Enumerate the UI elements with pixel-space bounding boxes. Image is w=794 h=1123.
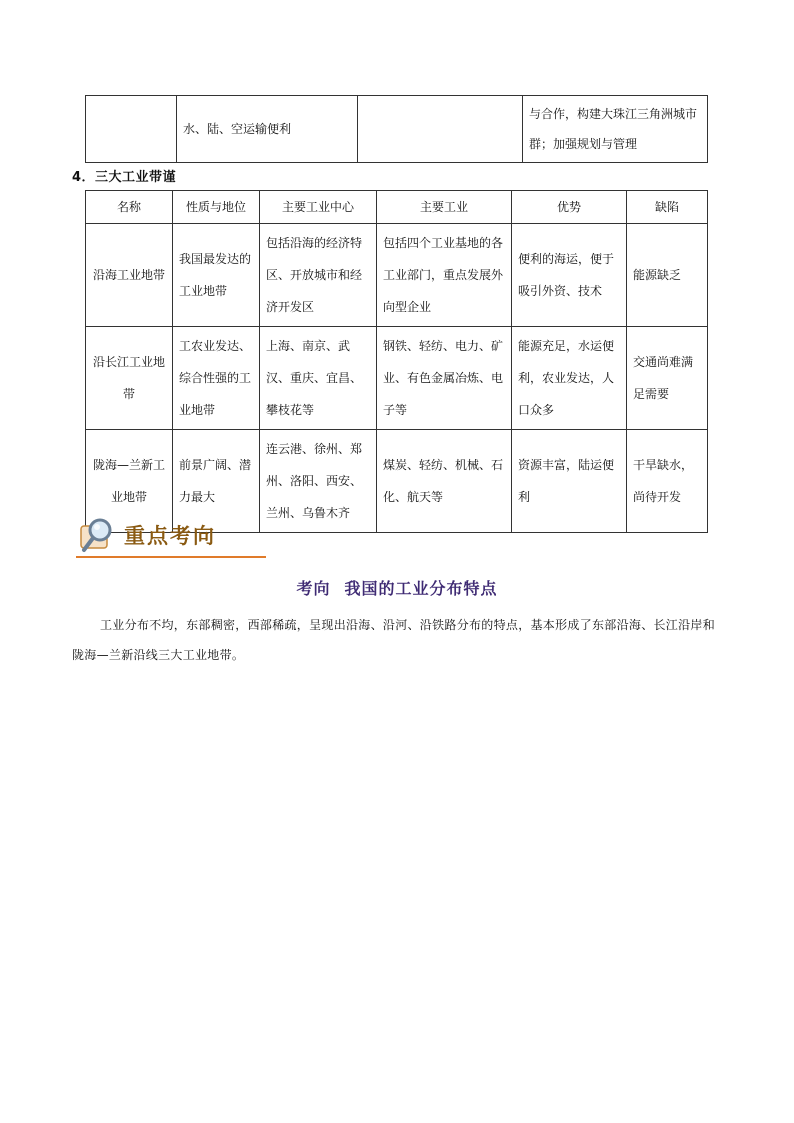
- belt-industries: 钢铁、轻纺、电力、矿业、有色金属冶炼、电子等: [377, 327, 512, 430]
- table-cell: [86, 96, 177, 163]
- section-banner: [76, 514, 266, 560]
- belt-nature: 我国最发达的工业地带: [173, 224, 260, 327]
- belt-defects: 交通尚难满足需要: [627, 327, 708, 430]
- belt-advantages: 能源充足，水运便利，农业发达，人口众多: [512, 327, 627, 430]
- column-header: 主要工业中心: [260, 191, 377, 224]
- belt-name: 沿长江工业地带: [86, 327, 173, 430]
- industrial-belts-table: [85, 190, 708, 533]
- focus-paragraph: 工业分布不均，东部稠密，西部稀疏，呈现出沿海、沿河、沿铁路分布的特点，基本形成了东部沿海、长江沿岸和陇海—兰新沿线三大工业地带。: [72, 618, 716, 662]
- continuation-table: [85, 95, 708, 163]
- belt-centers: 上海、南京、武汉、重庆、宜昌、攀枝花等: [260, 327, 377, 430]
- belt-industries: 煤炭、轻纺、机械、石化、航天等: [377, 430, 512, 533]
- magnifier-icon: [78, 514, 120, 556]
- belt-nature: 前景广阔、潜力最大: [173, 430, 260, 533]
- table-row: [86, 327, 708, 430]
- banner-underline: [76, 556, 266, 558]
- belt-advantages: 便利的海运，便于吸引外资、技术: [512, 224, 627, 327]
- column-header: 缺陷: [627, 191, 708, 224]
- belt-advantages: 资源丰富，陆运便利: [512, 430, 627, 533]
- belt-industries: 包括四个工业基地的各工业部门，重点发展外向型企业: [377, 224, 512, 327]
- table-cell: [358, 96, 523, 163]
- belt-centers: 连云港、徐州、郑州、洛阳、西安、兰州、乌鲁木齐: [260, 430, 377, 533]
- section-heading: 4．三大工业带谨: [72, 170, 177, 185]
- table-row: [86, 96, 708, 163]
- column-header: 优势: [512, 191, 627, 224]
- column-header: 名称: [86, 191, 173, 224]
- table-cell: 水、陆、空运输便利: [177, 96, 358, 163]
- table-row: [86, 224, 708, 327]
- table-cell: 与合作，构建大珠江三角洲城市群；加强规划与管理: [523, 96, 708, 163]
- belt-name: 沿海工业地带: [86, 224, 173, 327]
- focus-label: 考向: [296, 579, 331, 598]
- table-header-row: [86, 191, 708, 224]
- belt-defects: 能源缺乏: [627, 224, 708, 327]
- column-header: 主要工业: [377, 191, 512, 224]
- belt-defects: 干旱缺水，尚待开发: [627, 430, 708, 533]
- column-header: 性质与地位: [173, 191, 260, 224]
- banner-title: 重点考向: [124, 523, 216, 548]
- focus-heading: 我国的工业分布特点: [344, 579, 498, 598]
- belt-nature: 工农业发达、综合性强的工业地带: [173, 327, 260, 430]
- focus-title: [0, 576, 794, 599]
- belt-name: 陇海—兰新工业地带: [86, 430, 173, 533]
- belt-centers: 包括沿海的经济特区、开放城市和经济开发区: [260, 224, 377, 327]
